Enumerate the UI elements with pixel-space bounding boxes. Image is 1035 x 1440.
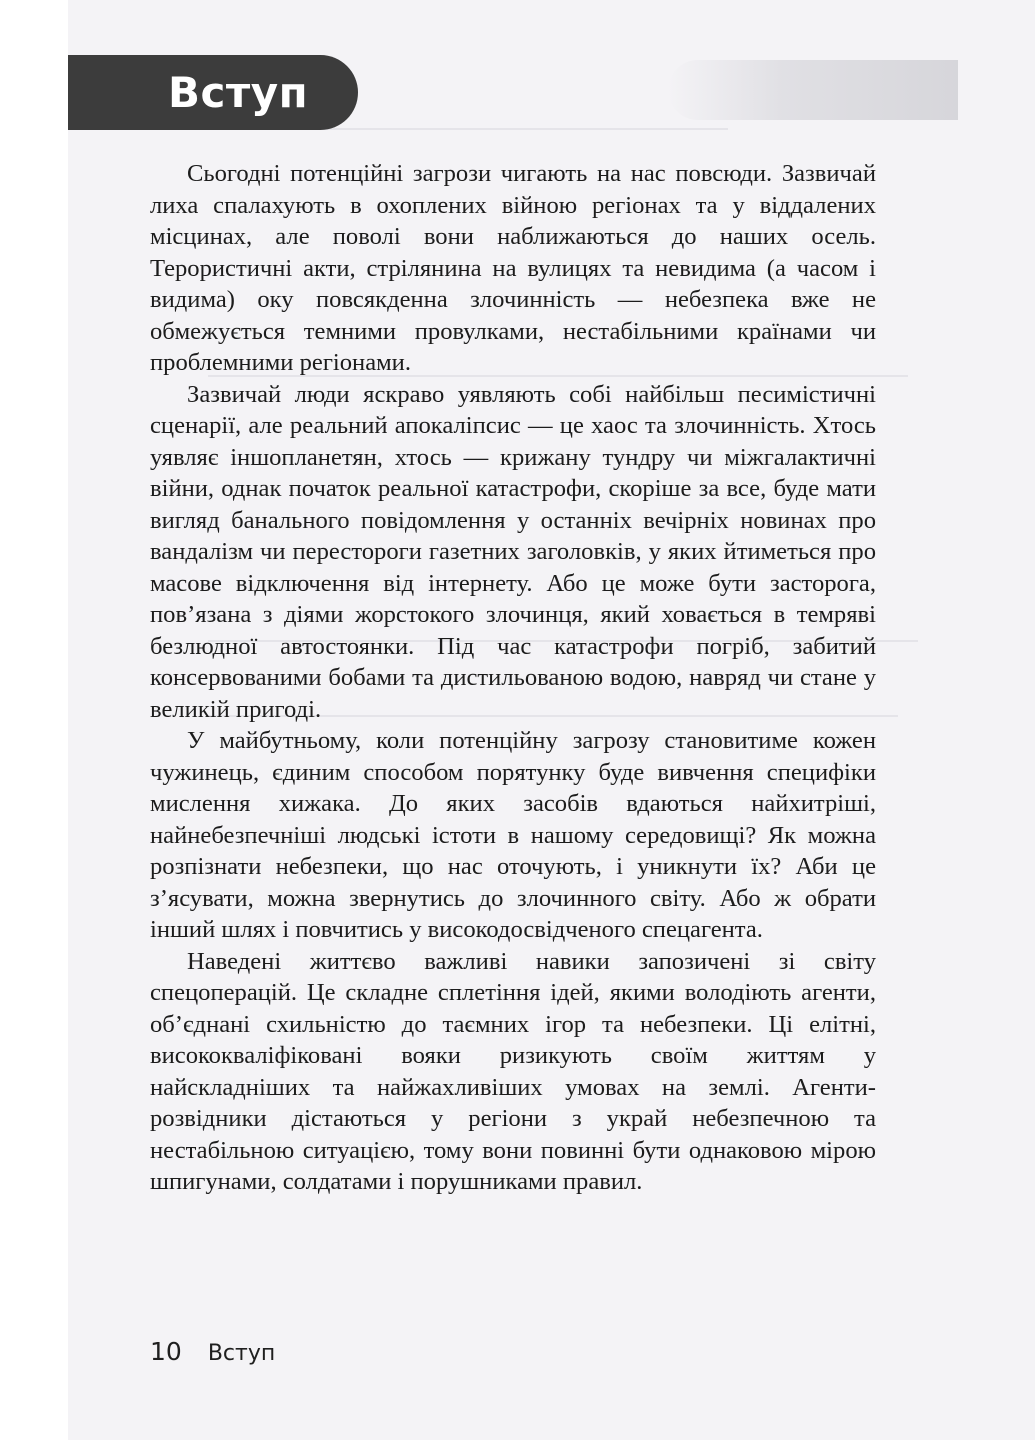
paragraph: У майбутньому, коли потенційну загрозу становитиме кожен чужинець, єдиним способом порятунку буде вивчення специфіки мислення хижака. До яких засобів вдаються найхитріші, найнебезпечніші людські істоти в нашому середовищі? Як можна розпізнати небезпеки, що нас оточують, і уникнути їх? Аби це з’ясувати, можна звернутись до злочинного світу. Або ж обрати інший шлях і повчитись у високодосвідченого спецагента.: [150, 727, 876, 943]
page-footer: [150, 1337, 275, 1366]
paragraph: Зазвичай люди яскраво уявляють собі найбільш песимістичні сценарії, але реальний апокаліпсис — це хаос та злочинність. Хтось уявляє іншопланетян, хтось — крижану тундру чи міжгалактичні війни, однак початок реальної катастрофи, скоріше за все, буде мати вигляд банального повідомлення у останніх вечірніх новинах про вандалізм чи перестороги газетних заголовків, у яких йтиметься про масове відключення від інтернету. Або це може бути засторога, пов’язана з діями жорстокого злочинця, який ховається в темряві безлюдної автостоянки. Під час катастрофи погріб, забитий консервованими бобами та дистильованою водою, навряд чи стане у великій пригоді.: [150, 380, 876, 723]
chapter-title: Вступ: [168, 67, 309, 117]
page-number: 10: [150, 1337, 182, 1366]
running-title: Вступ: [207, 1341, 276, 1366]
chapter-heading-tab: [68, 55, 358, 130]
show-through-shadow: [668, 60, 958, 120]
body-text: [150, 158, 876, 1198]
paragraph: Сьогодні потенційні загрози чигають на нас повсюди. Зазвичай лиха спалахують в охоплених війною регіонах та у віддалених місцинах, але поволі вони наближаються до наших осель. Терористичні акти, стрілянина на вулицях та невидима (а часом і видима) оку повсякденна злочинність — небезпека вже не обмежується темними провулками, нестабільними країнами чи проблемними регіонами.: [150, 160, 876, 376]
paragraph: Наведені життєво важливі навики запозичені зі світу спецоперацій. Це складне сплетіння ідей, якими володіють агенти, об’єднані схильністю до таємних ігор та небезпеки. Ці елітні, висококваліфіковані вояки ризикують своїм життям у найскладніших та найжахливіших умовах на землі. Агенти-розвідники дістаються у регіони з украй небезпечною та нестабільною ситуацією, тому вони повинні бути однаковою мірою шпигунами, солдатами і порушниками правил.: [150, 947, 876, 1195]
